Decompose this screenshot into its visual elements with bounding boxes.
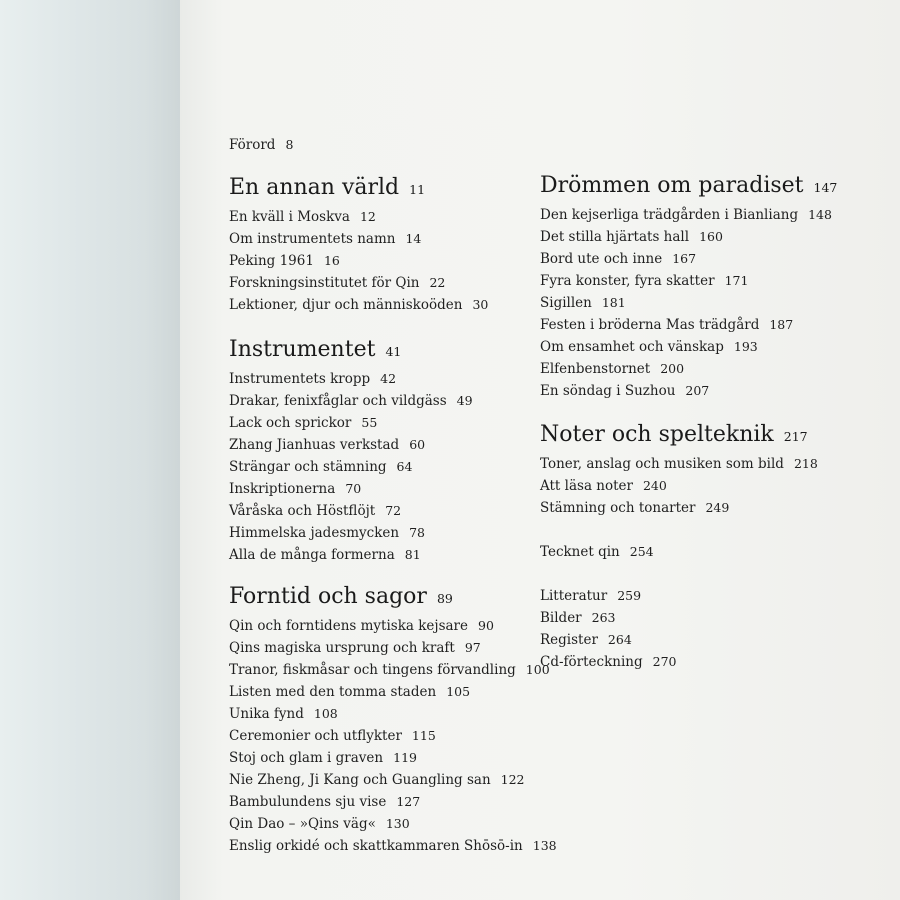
toc-page: 263 (591, 610, 616, 625)
toc-page: 127 (396, 794, 421, 809)
toc-title: Alla de många formerna (229, 547, 395, 563)
toc-title: Om ensamhet och vänskap (540, 339, 724, 355)
section-title: Forntid och sagor (229, 584, 427, 609)
toc-title: Den kejserliga trädgården i Bianliang (540, 207, 799, 223)
toc-page: 55 (361, 415, 378, 430)
toc-entry (540, 544, 654, 560)
toc-page: 100 (525, 662, 550, 677)
toc-page: 30 (472, 297, 489, 312)
toc-entry (540, 383, 709, 399)
section-heading (229, 337, 401, 365)
toc-title: Zhang Jianhuas verkstad (229, 437, 400, 453)
toc-foreword (229, 137, 293, 153)
toc-page: 97 (464, 640, 481, 655)
toc-page: 181 (601, 295, 626, 310)
section-page: 217 (783, 429, 808, 444)
toc-entry (540, 361, 684, 377)
toc-page: 167 (672, 251, 697, 266)
toc-title: Qins magiska ursprung och kraft (229, 640, 455, 656)
toc-entry (540, 229, 723, 245)
toc-page: 12 (359, 209, 376, 224)
toc-title: Toner, anslag och musiken som bild (540, 456, 784, 472)
toc-title: Elfenbenstornet (540, 361, 651, 377)
toc-entry (229, 415, 377, 431)
section-page: 147 (813, 180, 838, 195)
toc-page: 122 (500, 772, 525, 787)
toc-entry (229, 750, 417, 766)
toc-page: 81 (404, 547, 421, 562)
toc-page: 130 (385, 816, 410, 831)
section-title: En annan värld (229, 175, 400, 200)
section-title: Drömmen om paradiset (540, 173, 804, 198)
toc-entry (229, 547, 421, 563)
toc-page: 8 (285, 137, 294, 152)
toc-title: Det stilla hjärtats hall (540, 229, 690, 245)
section-title: Instrumentet (229, 337, 376, 362)
toc-page: 270 (652, 654, 677, 669)
toc-title: Ceremonier och utflykter (229, 728, 402, 744)
toc-title: En söndag i Suzhou (540, 383, 676, 399)
toc-entry (229, 297, 488, 313)
toc-entry (229, 728, 436, 744)
toc-page: 115 (411, 728, 436, 743)
toc-entry (229, 503, 401, 519)
toc-page: 171 (724, 273, 749, 288)
toc-entry (229, 706, 338, 722)
section-heading (540, 173, 837, 201)
toc-title: Enslig orkidé och skattkammaren Shōsō-in (229, 838, 523, 854)
toc-page: 119 (393, 750, 417, 765)
toc-title: Strängar och stämning (229, 459, 387, 475)
section-page: 11 (409, 182, 426, 197)
toc-title: Bord ute och inne (540, 251, 663, 267)
toc-entry (229, 640, 481, 656)
toc-title: Cd-förteckning (540, 654, 643, 670)
toc-title: Lektioner, djur och människoöden (229, 297, 463, 313)
section-title: Noter och spelteknik (540, 422, 774, 447)
toc-page: 42 (380, 371, 397, 386)
toc-title: Bambulundens sju vise (229, 794, 387, 810)
toc-title: Fyra konster, fyra skatter (540, 273, 715, 289)
toc-entry (540, 500, 729, 516)
section-page: 89 (436, 591, 453, 606)
toc-entry (229, 772, 525, 788)
toc-entry (229, 371, 396, 387)
toc-title: Tecknet qin (540, 544, 620, 560)
toc-title: En kväll i Moskva (229, 209, 350, 225)
toc-entry (229, 393, 473, 409)
toc-entry (540, 610, 616, 626)
section-heading (229, 584, 453, 612)
toc-entry (229, 684, 470, 700)
toc-entry (540, 317, 793, 333)
toc-title: Himmelska jadesmycken (229, 525, 400, 541)
toc-title: Om instrumentets namn (229, 231, 396, 247)
section-heading (229, 175, 425, 203)
toc-page: 148 (808, 207, 832, 222)
toc-page: 254 (629, 544, 654, 559)
toc-page: 193 (733, 339, 758, 354)
toc-title: Register (540, 632, 598, 648)
toc-title: Litteratur (540, 588, 608, 604)
toc-entry (229, 525, 425, 541)
toc-title: Unika fynd (229, 706, 304, 722)
toc-entry (229, 662, 550, 678)
toc-entry (540, 456, 818, 472)
toc-page: 22 (429, 275, 446, 290)
toc-title: Listen med den tomma staden (229, 684, 437, 700)
toc-page: 64 (396, 459, 413, 474)
toc-page: 207 (685, 383, 710, 398)
toc-page: 60 (409, 437, 426, 452)
toc-page: 259 (617, 588, 642, 603)
toc-entry (540, 339, 758, 355)
toc-title: Bilder (540, 610, 582, 626)
toc-entry (540, 632, 632, 648)
toc-entry (229, 816, 410, 832)
toc-entry (540, 207, 832, 223)
toc-entry (540, 251, 696, 267)
toc-page: 14 (405, 231, 422, 246)
toc-entry (229, 231, 421, 247)
toc-title: Inskriptionerna (229, 481, 336, 497)
toc-page: 249 (705, 500, 730, 515)
toc-page: 160 (699, 229, 723, 244)
toc-title: Våråska och Höstflöjt (229, 503, 376, 519)
toc-title: Stoj och glam i graven (229, 750, 384, 766)
toc-entry (540, 478, 667, 494)
toc-entry (229, 618, 494, 634)
section-page: 41 (385, 344, 402, 359)
toc-page: 105 (446, 684, 471, 699)
toc-title: Peking 1961 (229, 253, 314, 269)
toc-entry (229, 481, 361, 497)
toc-page: 70 (345, 481, 362, 496)
book-page (180, 0, 900, 900)
toc-entry (229, 459, 412, 475)
toc-title: Lack och sprickor (229, 415, 352, 431)
toc-title: Festen i bröderna Mas trädgård (540, 317, 760, 333)
toc-page: 240 (642, 478, 667, 493)
toc-page: 187 (769, 317, 794, 332)
toc-entry (229, 275, 445, 291)
toc-title: Forskningsinstitutet för Qin (229, 275, 420, 291)
toc-title: Att läsa noter (540, 478, 633, 494)
section-heading (540, 422, 808, 450)
toc-page: 138 (532, 838, 557, 853)
toc-title: Stämning och tonarter (540, 500, 696, 516)
toc-title: Qin och forntidens mytiska kejsare (229, 618, 468, 634)
toc-title: Förord (229, 137, 276, 153)
toc-page: 108 (313, 706, 338, 721)
toc-title: Sigillen (540, 295, 592, 311)
toc-entry (229, 838, 557, 854)
toc-entry (540, 654, 676, 670)
toc-page: 90 (478, 618, 494, 633)
toc-page: 72 (385, 503, 402, 518)
toc-page: 218 (793, 456, 818, 471)
toc-page: 200 (660, 361, 685, 376)
toc-entry (229, 253, 340, 269)
toc-title: Drakar, fenixfåglar och vildgäss (229, 393, 447, 409)
toc-page: 264 (607, 632, 632, 647)
toc-entry (229, 437, 425, 453)
toc-entry (229, 209, 376, 225)
toc-title: Nie Zheng, Ji Kang och Guangling san (229, 772, 491, 788)
toc-page: 49 (456, 393, 473, 408)
toc-title: Instrumentets kropp (229, 371, 371, 387)
toc-entry (229, 794, 420, 810)
toc-page: 78 (409, 525, 426, 540)
toc-entry (540, 273, 748, 289)
toc-page: 16 (323, 253, 340, 268)
toc-entry (540, 588, 641, 604)
toc-entry (540, 295, 626, 311)
book-spine-shadow (0, 0, 180, 900)
toc-title: Qin Dao – »Qins väg« (229, 816, 376, 832)
toc-title: Tranor, fiskmåsar och tingens förvandling (229, 662, 516, 678)
